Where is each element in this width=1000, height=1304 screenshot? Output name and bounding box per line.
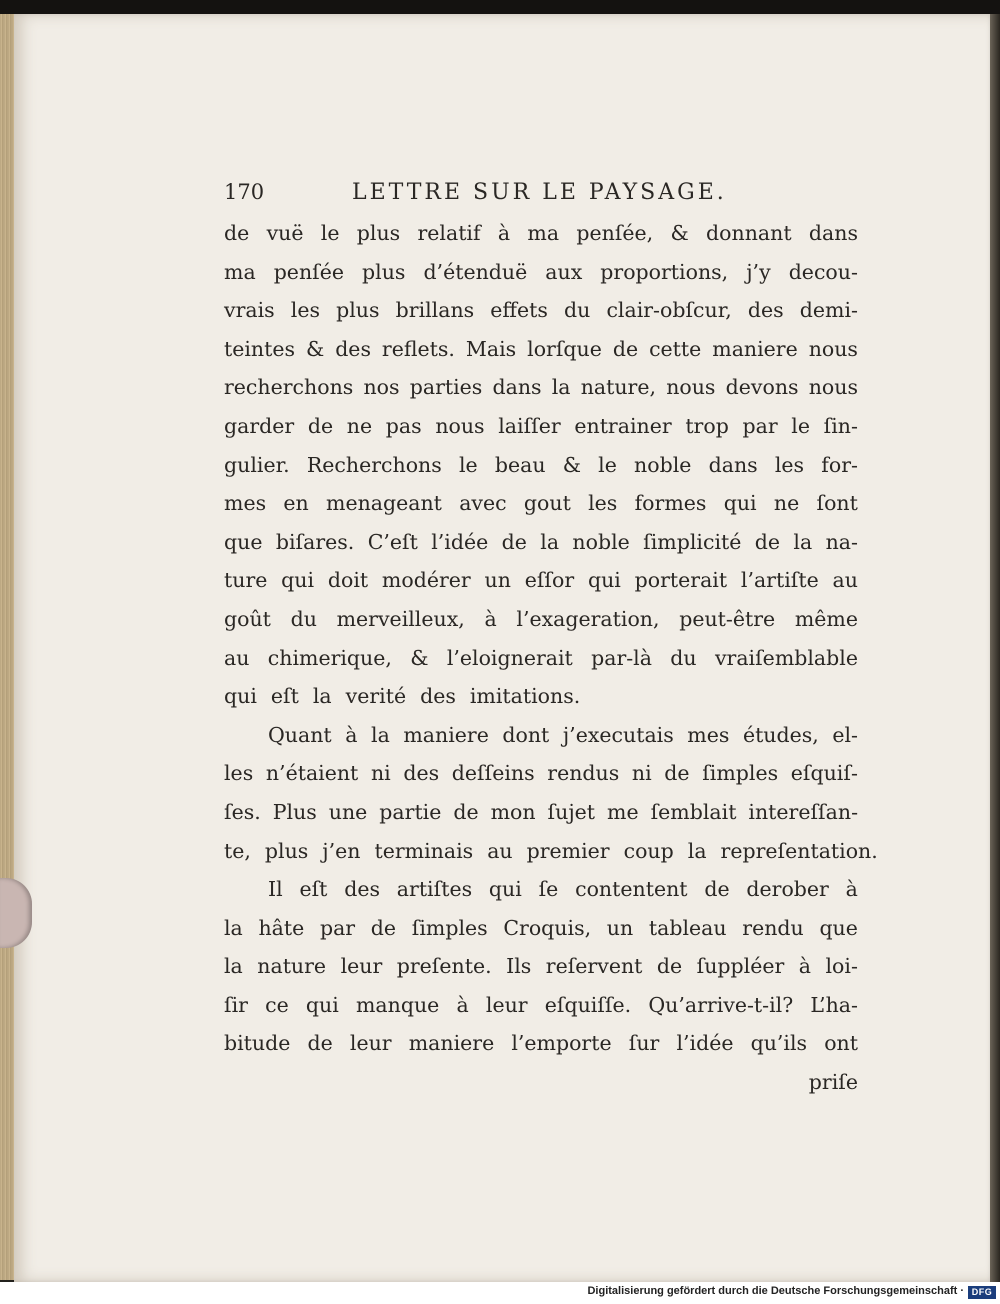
text-line: ſir ce qui manque à leur eſquiſſe. Qu’arrive-t-il? L’ha-: [224, 992, 858, 1017]
text-line: la hâte par de ſimples Croquis, un tableau rendu que: [224, 915, 858, 940]
page-text: [224, 178, 878, 1101]
text-line: vrais les plus brillans effets du clair-obſcur, des demi-: [224, 298, 858, 323]
text-line: te, plus j’en terminais au premier coup la repreſentation.: [224, 838, 878, 863]
text-line: Il eſt des artiſtes qui ſe contentent de derober à: [268, 877, 858, 902]
text-line: au chimerique, & l’eloignerait par-là du vraiſemblable: [224, 645, 858, 670]
dfg-logo-icon: DFG: [968, 1286, 996, 1299]
text-line: garder de ne pas nous laiſſer entrainer trop par le ſin-: [224, 413, 858, 438]
text-line: que biſares. C’eſt l’idée de la noble ſimplicité de la na-: [224, 529, 858, 554]
text-line: qui eſt la verité des imitations.: [224, 684, 581, 709]
page-header: [224, 178, 858, 214]
text-line: ſes. Plus une partie de mon ſujet me ſemblait intereſſan-: [224, 799, 858, 824]
right-shadow-edge: [990, 14, 1000, 1282]
digitization-footer: [0, 1282, 1000, 1304]
text-line: teintes & des reflets. Mais lorſque de cette maniere nous: [224, 336, 858, 361]
catchword: priſe: [808, 1070, 858, 1095]
text-line: les n’étaient ni des deſſeins rendus ni de ſimples eſquiſ-: [224, 761, 858, 786]
page-number: 170: [224, 180, 265, 204]
text-line: recherchons nos parties dans la nature, nous devons nous: [224, 375, 858, 400]
text-line: mes en menageant avec gout les formes qui ne ſont: [224, 491, 858, 516]
footer-credit: Digitalisierung gefördert durch die Deutsche Forschungsgemeinschaft ·: [587, 1285, 964, 1297]
text-line: bitude de leur maniere l’emporte ſur l’idée qu’ils ont: [224, 1031, 858, 1056]
text-line: ma penſée plus d’étenduë aux proportions, j’y decou-: [224, 259, 858, 284]
text-line: ture qui doit modérer un eſſor qui porterait l’artiſte au: [224, 568, 858, 593]
text-line: la nature leur preſente. Ils reſervent de ſuppléer à loi-: [224, 954, 858, 979]
scan-top-band: [0, 0, 1000, 14]
text-line: gulier. Recherchons le beau & le noble dans les for-: [224, 452, 858, 477]
text-line: Quant à la maniere dont j’executais mes études, el-: [268, 722, 858, 747]
body-text: [224, 214, 878, 1063]
text-line: goût du merveilleux, à l’exageration, peut-être même: [224, 606, 858, 631]
running-title: LETTRE SUR LE PAYSAGE.: [352, 180, 727, 205]
text-line: de vuë le plus relatif à ma penſée, & donnant dans: [224, 221, 858, 245]
